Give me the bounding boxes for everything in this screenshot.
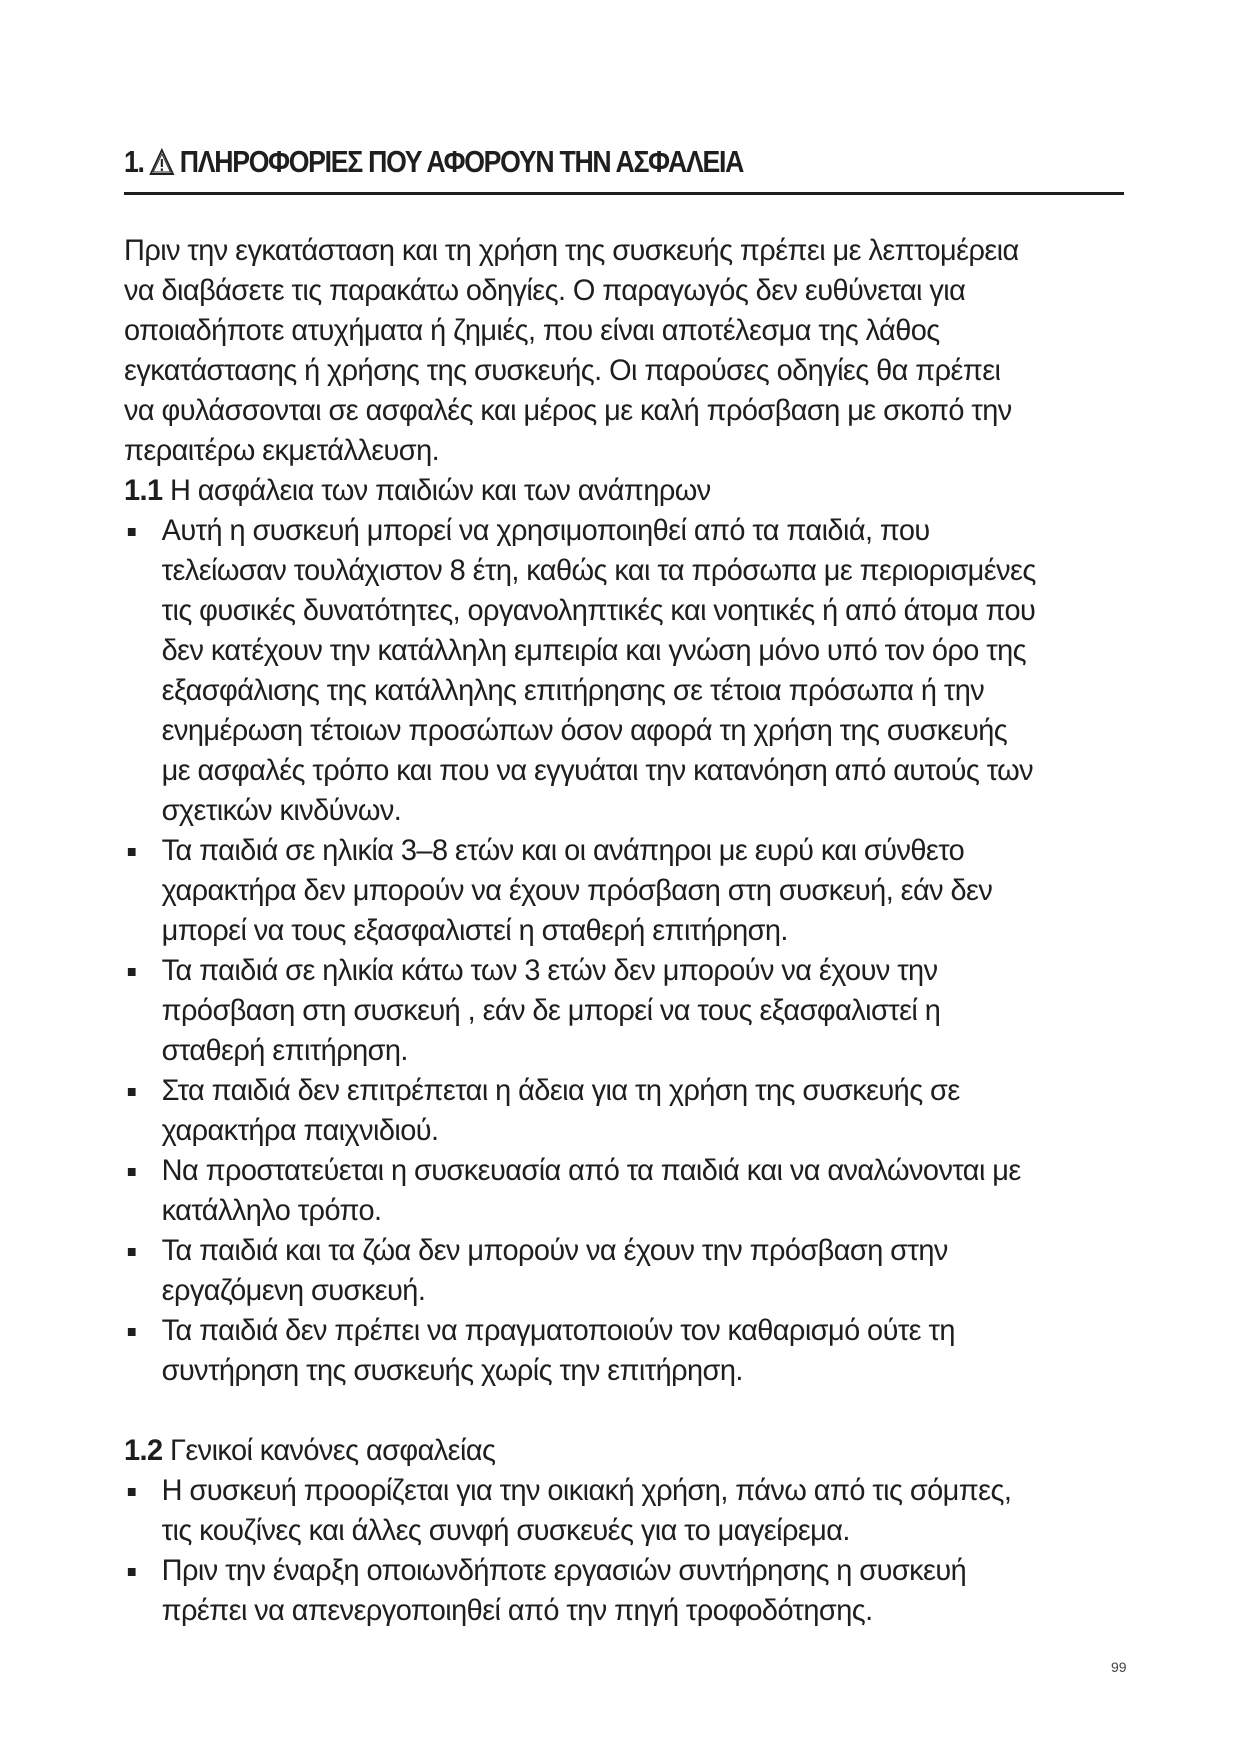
list-item-line: Τα παιδιά σε ηλικία κάτω των 3 ετών δεν μπορούν να έχουν την bbox=[161, 954, 938, 987]
warning-triangle-icon bbox=[149, 148, 175, 176]
list-item-line: τις κουζίνες και άλλες συνφή συσκευές για το μαγείρεμα. bbox=[161, 1514, 850, 1547]
intro-line: Πριν την εγκατάσταση και τη χρήση της συσκευής πρέπει με λεπτομέρεια bbox=[124, 234, 1019, 267]
list-item bbox=[124, 1551, 1128, 1631]
list-item-line: Τα παιδιά σε ηλικία 3–8 ετών και οι ανάπηροι με ευρύ και σύνθετο bbox=[161, 834, 965, 867]
subsection-number: 1.1 bbox=[124, 474, 163, 507]
intro-paragraph bbox=[124, 231, 1128, 471]
bullet-icon bbox=[128, 1328, 136, 1336]
list-item bbox=[124, 1071, 1128, 1151]
page-number: 99 bbox=[1111, 1659, 1127, 1675]
list-item bbox=[124, 831, 1128, 951]
bullet-icon bbox=[128, 968, 136, 976]
list-item-line: συντήρηση της συσκευής χωρίς την επιτήρηση. bbox=[161, 1354, 743, 1387]
section-1-2 bbox=[124, 1431, 1128, 1631]
list-item-line: Η συσκευή προορίζεται για την οικιακή χρήση, πάνω από τις σόμπες, bbox=[161, 1474, 1012, 1507]
heading-number: 1. bbox=[124, 144, 144, 179]
list-item bbox=[124, 511, 1128, 831]
list-item-line: εργαζόμενη συσκευή. bbox=[161, 1274, 426, 1307]
bullet-icon bbox=[128, 1168, 136, 1176]
list-item-line: δεν κατέχουν την κατάλληλη εμπειρία και γνώση μόνο υπό τον όρο της bbox=[161, 634, 1027, 667]
list-item-line: ενημέρωση τέτοιων προσώπων όσον αφορά τη χρήση της συσκευής bbox=[161, 714, 1008, 747]
bullet-icon bbox=[128, 1248, 136, 1256]
list-item-line: Πριν την έναρξη οποιωνδήποτε εργασιών συντήρησης η συσκευή bbox=[161, 1554, 967, 1587]
list-item bbox=[124, 1471, 1128, 1551]
list-item bbox=[124, 1231, 1128, 1311]
list-item-line: κατάλληλο τρόπο. bbox=[161, 1194, 382, 1227]
intro-line: να διαβάσετε τις παρακάτω οδηγίες. Ο παραγωγός δεν ευθύνεται για bbox=[124, 274, 966, 307]
subsection-number: 1.2 bbox=[124, 1434, 163, 1467]
list-item-line: Τα παιδιά και τα ζώα δεν μπορούν να έχουν την πρόσβαση στην bbox=[161, 1234, 948, 1267]
section-heading bbox=[124, 140, 984, 184]
section-1-1 bbox=[124, 471, 1128, 1391]
list-item-line: πρόσβαση στη συσκευή , εάν δε μπορεί να τους εξασφαλιστεί η bbox=[161, 994, 941, 1027]
intro-line: εγκατάστασης ή χρήσης της συσκευής. Οι παρούσες οδηγίες θα πρέπει bbox=[124, 354, 1001, 387]
list-item-line: Να προστατεύεται η συσκευασία από τα παιδιά και να αναλώνονται με bbox=[161, 1154, 1021, 1187]
list-item-line: μπορεί να τους εξασφαλιστεί η σταθερή επιτήρηση. bbox=[161, 914, 788, 947]
intro-line: οποιαδήποτε ατυχήματα ή ζημιές, που είναι αποτέλεσμα της λάθος bbox=[124, 314, 940, 347]
bullet-list bbox=[124, 1471, 1128, 1631]
subsection-title bbox=[124, 471, 1128, 511]
list-item-line: σχετικών κινδύνων. bbox=[161, 794, 402, 827]
subsection-title-text: Γενικοί κανόνες ασφαλείας bbox=[162, 1434, 496, 1467]
list-item bbox=[124, 1151, 1128, 1231]
subsection-title bbox=[124, 1431, 1128, 1471]
list-item-line: με ασφαλές τρόπο και που να εγγυάται την κατανόηση από αυτούς των bbox=[161, 754, 1034, 787]
list-item-line: εξασφάλισης της κατάλληλης επιτήρησης σε τέτοια πρόσωπα ή την bbox=[161, 674, 985, 707]
list-item-line: χαρακτήρα δεν μπορούν να έχουν πρόσβαση στη συσκευή, εάν δεν bbox=[161, 874, 993, 907]
list-item-line: Στα παιδιά δεν επιτρέπεται η άδεια για τη χρήση της συσκευής σε bbox=[161, 1074, 960, 1107]
bullet-icon bbox=[128, 1568, 136, 1576]
list-item-line: πρέπει να απενεργοποιηθεί από την πηγή τροφοδότησης. bbox=[161, 1594, 873, 1627]
list-item-line: τελείωσαν τουλάχιστον 8 έτη, καθώς και τα πρόσωπα με περιορισμένες bbox=[161, 554, 1036, 587]
intro-line: περαιτέρω εκμετάλλευση. bbox=[124, 434, 440, 467]
bullet-icon bbox=[128, 1088, 136, 1096]
bullet-icon bbox=[128, 1488, 136, 1496]
list-item bbox=[124, 1311, 1128, 1391]
bullet-icon bbox=[128, 528, 136, 536]
bullet-icon bbox=[128, 848, 136, 856]
section-gap bbox=[124, 1391, 1124, 1431]
list-item-line: τις φυσικές δυνατότητες, οργανοληπτικές και νοητικές ή από άτομα που bbox=[161, 594, 1036, 627]
list-item-line: Τα παιδιά δεν πρέπει να πραγματοποιούν τον καθαρισμό ούτε τη bbox=[161, 1314, 955, 1347]
subsection-title-text: Η ασφάλεια των παιδιών και των ανάπηρων bbox=[162, 474, 711, 507]
list-item-line: χαρακτήρα παιχνιδιού. bbox=[161, 1114, 439, 1147]
intro-line: να φυλάσσονται σε ασφαλές και μέρος με καλή πρόσβαση με σκοπό την bbox=[124, 394, 1012, 427]
heading-title: ΠΛΗΡΟΦΟΡΙΕΣ ΠΟΥ ΑΦΟΡΟΥΝ ΤΗΝ ΑΣΦΑΛΕΙΑ bbox=[179, 144, 744, 179]
bullet-list bbox=[124, 511, 1128, 1391]
list-item bbox=[124, 951, 1128, 1071]
heading-rule bbox=[124, 192, 1124, 195]
list-item-line: Αυτή η συσκευή μπορεί να χρησιμοποιηθεί από τα παιδιά, που bbox=[161, 514, 930, 547]
manual-page bbox=[124, 140, 1124, 1631]
list-item-line: σταθερή επιτήρηση. bbox=[161, 1034, 408, 1067]
